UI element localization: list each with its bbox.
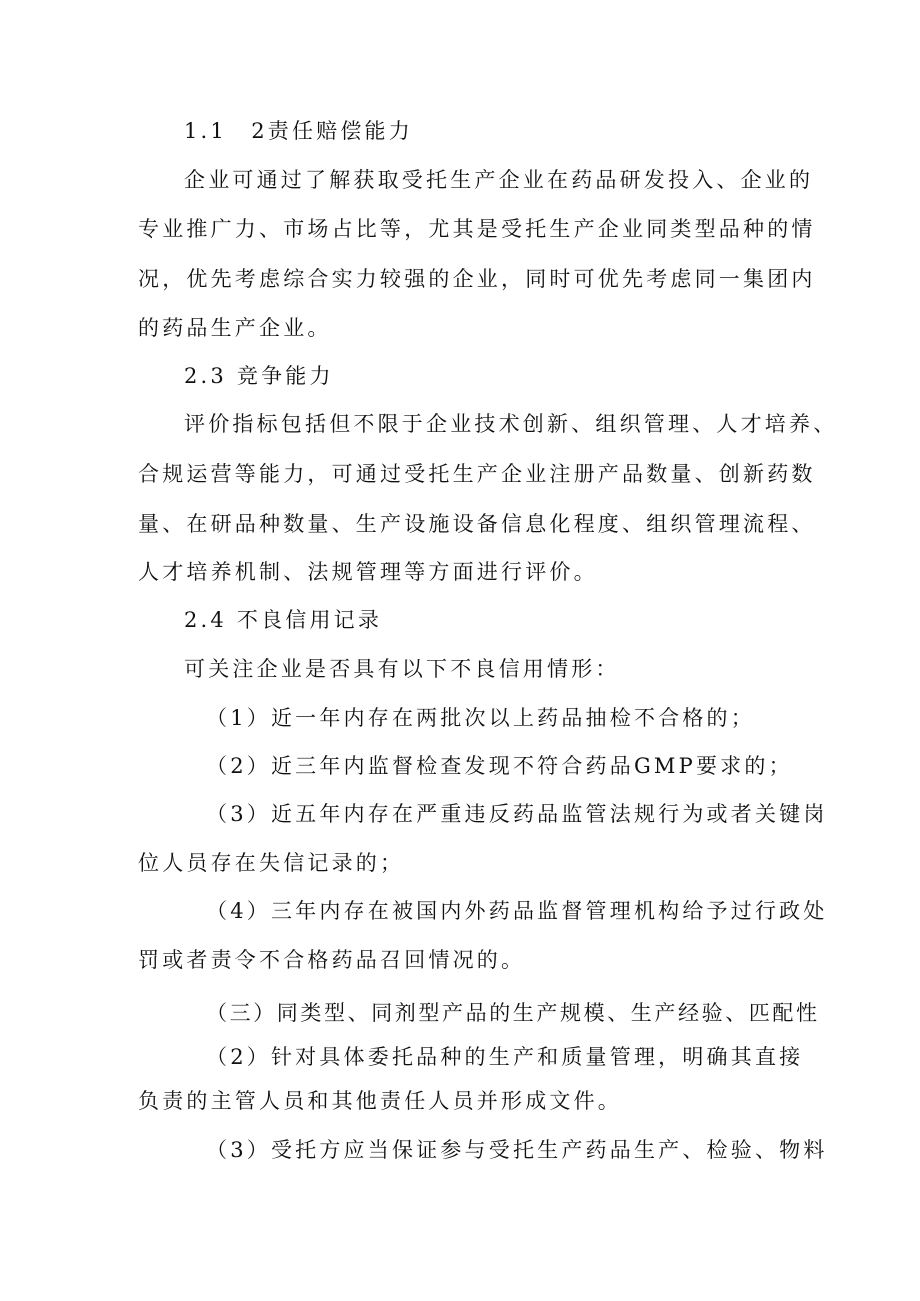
list-item-continuation: 位人员存在失信记录的； bbox=[138, 851, 405, 875]
section-heading-2-4: 2.4 不良信用记录 bbox=[184, 608, 383, 632]
list-item-continuation: 罚或者责令不合格药品召回情况的。 bbox=[138, 948, 526, 972]
list-item-continuation: 负责的主管人员和其他责任人员并形成文件。 bbox=[138, 1089, 622, 1113]
paragraph-line: 量、在研品种数量、生产设施设备信息化程度、组织管理流程、 bbox=[138, 512, 816, 536]
paragraph-line: 专业推广力、市场占比等，尤其是受托生产企业同类型品种的情 bbox=[138, 217, 816, 241]
paragraph-line: 评价指标包括但不限于企业技术创新、组织管理、人才培养、 bbox=[184, 412, 838, 436]
section-heading-2-3: 2.3 竞争能力 bbox=[184, 364, 334, 388]
paragraph-line: 可关注企业是否具有以下不良信用情形： bbox=[184, 657, 620, 681]
paragraph-line: 企业可通过了解获取受托生产企业在药品研发投入、企业的 bbox=[184, 168, 814, 192]
list-item: （4）三年内存在被国内外药品监督管理机构给予过行政处 bbox=[206, 899, 828, 923]
section-heading-3: （三）同类型、同剂型产品的生产规模、生产经验、匹配性 bbox=[206, 1001, 820, 1025]
section-heading-1-1: 1.1 2责任赔偿能力 bbox=[184, 119, 413, 143]
paragraph-line: 合规运营等能力，可通过受托生产企业注册产品数量、创新药数 bbox=[138, 462, 816, 486]
list-item: （1）近一年内存在两批次以上药品抽检不合格的； bbox=[206, 706, 755, 730]
paragraph-line: 况，优先考虑综合实力较强的企业，同时可优先考虑同一集团内 bbox=[138, 267, 816, 291]
list-item: （3）受托方应当保证参与受托生产药品生产、检验、物料 bbox=[206, 1138, 828, 1162]
list-item: （3）近五年内存在严重违反药品监管法规行为或者关键岗 bbox=[206, 802, 828, 826]
paragraph-line: 人才培养机制、法规管理等方面进行评价。 bbox=[138, 560, 598, 584]
list-item: （2）针对具体委托品种的生产和质量管理，明确其直接 bbox=[206, 1045, 804, 1069]
paragraph-line: 的药品生产企业。 bbox=[138, 316, 332, 340]
list-item: （2）近三年内监督检查发现不符合药品GMP要求的； bbox=[206, 754, 793, 778]
